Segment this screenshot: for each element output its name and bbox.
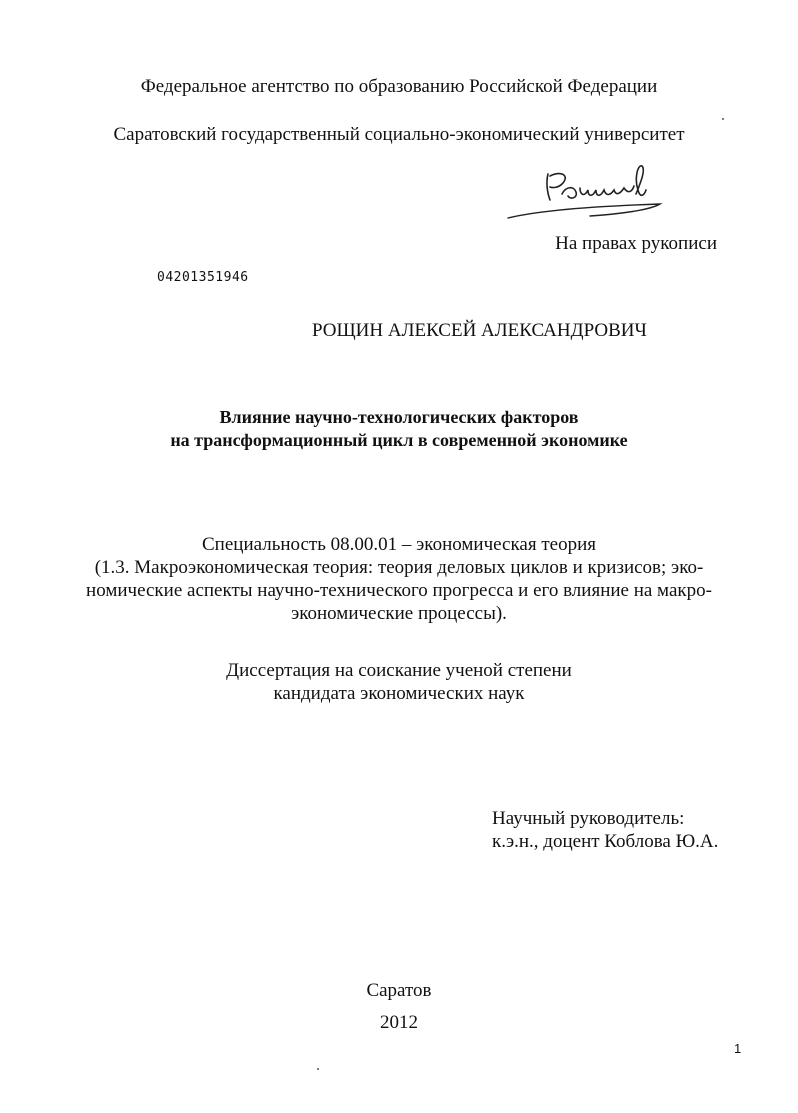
manuscript-note: На правах рукописи [555, 233, 717, 254]
specialty-line-3: номические аспекты научно-технического прогресса и его влияние на макро- [86, 580, 712, 601]
specialty-line-2: (1.3. Макроэкономическая теория: теория деловых циклов и кризисов; эко- [94, 557, 704, 578]
specialty-line-4: экономические процессы). [291, 603, 507, 624]
title-line-2: на трансформационный цикл в современной экономике [170, 430, 628, 450]
footer-city: Саратов [366, 980, 432, 1001]
scan-speck [722, 118, 724, 120]
supervisor-label: Научный руководитель: [492, 808, 685, 829]
agency-heading: Федеральное агентство по образованию Российской Федерации [140, 76, 658, 97]
supervisor-name: к.э.н., доцент Коблова Ю.А. [492, 831, 719, 852]
registry-number: 04201351946 [157, 270, 249, 285]
specialty-line-1: Специальность 08.00.01 – экономическая теория [202, 534, 596, 555]
scan-speck [317, 1068, 319, 1070]
author-name: РОЩИН АЛЕКСЕЙ АЛЕКСАНДРОВИЧ [312, 320, 647, 341]
signature-image [500, 160, 670, 225]
footer-year: 2012 [380, 1012, 418, 1033]
dissertation-line-2: кандидата экономических наук [273, 683, 525, 704]
page-number: 1 [734, 1041, 742, 1056]
dissertation-line-1: Диссертация на соискание ученой степени [226, 660, 572, 681]
university-heading: Саратовский государственный социально-экономический университет [113, 124, 685, 145]
title-line-1: Влияние научно-технологических факторов [219, 407, 579, 427]
